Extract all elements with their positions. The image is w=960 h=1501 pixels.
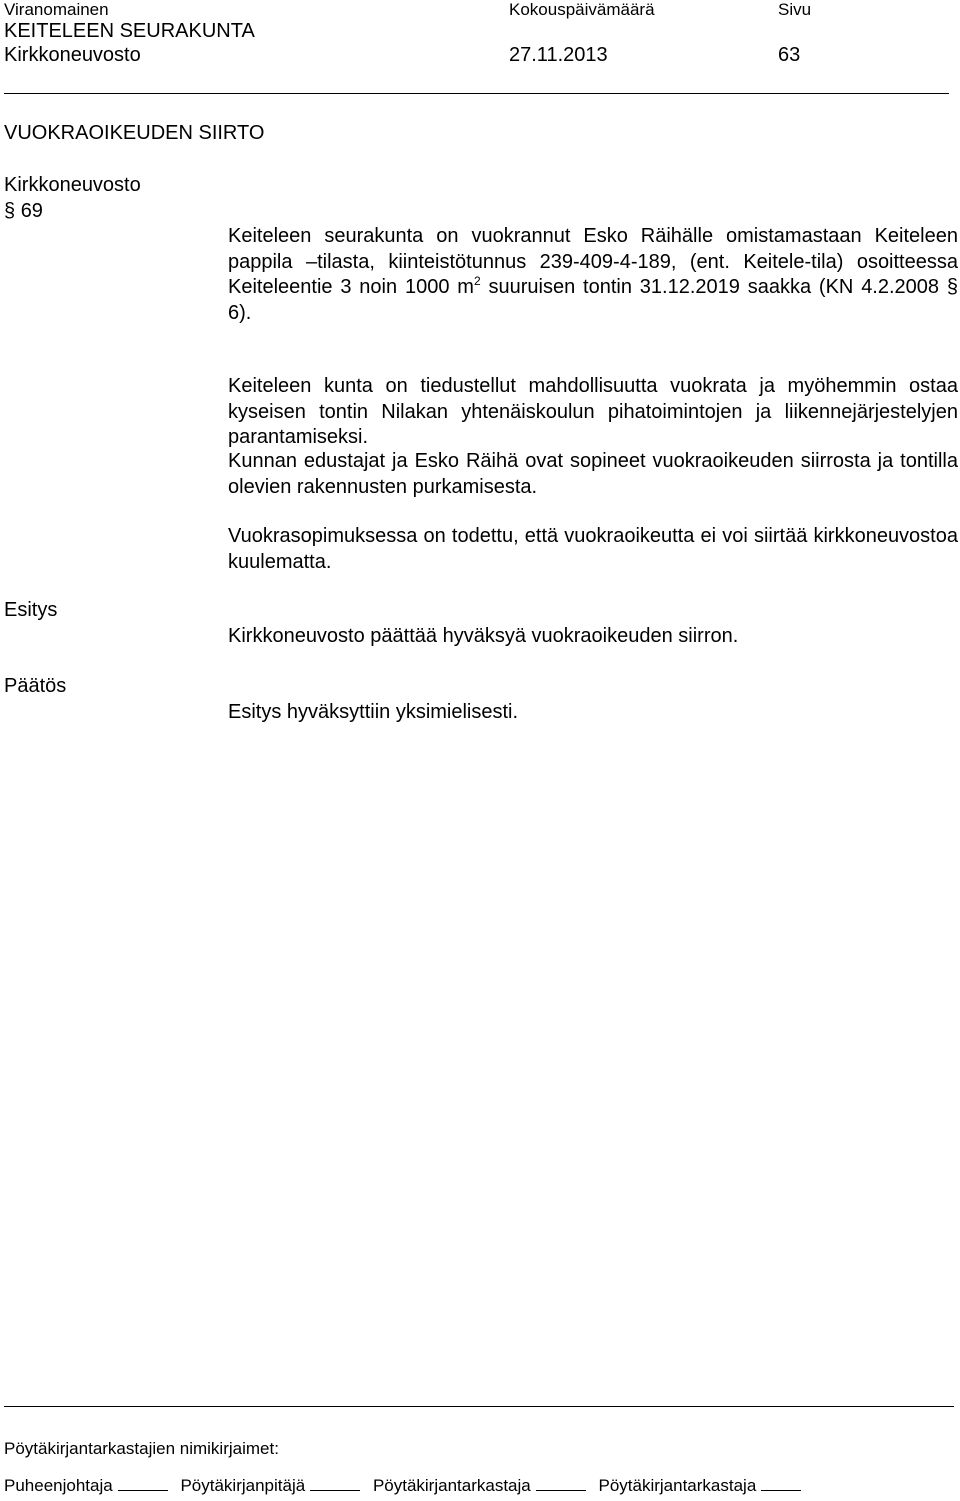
paragraph-lease <box>228 224 958 326</box>
header-date-label: Kokouspäivämäärä <box>509 0 655 19</box>
header-page-label: Sivu <box>778 0 812 19</box>
proposal-label: Esitys <box>4 599 58 621</box>
header-meeting-date: 27.11.2013 <box>509 44 608 66</box>
signature-line <box>310 1476 360 1491</box>
signature-examiner-2 <box>598 1476 801 1496</box>
proposal-text: Kirkkoneuvosto päättää hyväksyä vuokraoikeuden siirron. <box>228 625 739 647</box>
signature-line <box>536 1476 586 1491</box>
document-title: VUOKRAOIKEUDEN SIIRTO <box>4 122 265 144</box>
section-number: 69 <box>20 200 43 222</box>
header-divider <box>4 93 949 94</box>
paragraph-agreement: Kunnan edustajat ja Esko Räihä ovat sopineet vuokraoikeuden siirrosta ja tontilla olevien rakennusten purkamisesta. <box>228 450 958 498</box>
signature-row <box>4 1476 809 1496</box>
signature-examiner-1 <box>373 1476 586 1496</box>
signature-secretary <box>180 1476 360 1496</box>
signature-label: Pöytäkirjantarkastaja <box>372 1476 531 1495</box>
signature-label: Pöytäkirjanpitäjä <box>180 1476 306 1495</box>
paragraph-lease-text-1: Keiteleen seurakunta on vuokrannut Esko Räihälle omistamastaan Keiteleen pappila –tilasta, kiinteistötunnus 239-409-4-189, (ent. Keitele-tila) osoitteessa Keiteleentie 3 noin 1000 m <box>228 225 958 299</box>
header-page-number: 63 <box>778 44 801 66</box>
paragraph-lease-text-2: suuruisen tontin 31.12.2019 saakka (KN 4.2.2008 § 6). <box>228 276 958 324</box>
section-mark: § <box>4 200 16 222</box>
signature-line <box>118 1476 168 1491</box>
header-authority-label: Viranomainen <box>4 0 109 19</box>
signature-line <box>761 1476 801 1491</box>
signature-label: Pöytäkirjantarkastaja <box>598 1476 757 1495</box>
section-reference <box>4 200 43 223</box>
decision-text: Esitys hyväksyttiin yksimielisesti. <box>228 701 519 723</box>
decision-label: Päätös <box>4 675 67 697</box>
header-organization: KEITELEEN SEURAKUNTA <box>4 20 255 42</box>
footer-divider <box>4 1406 954 1407</box>
footer-initials-label: Pöytäkirjantarkastajien nimikirjaimet: <box>4 1439 279 1458</box>
paragraph-municipality-inquiry: Keiteleen kunta on tiedustellut mahdollisuutta vuokrata ja myöhemmin ostaa kyseisen tontin Nilakan yhtenäiskoulun pihatoimintojen ja liikennejärjestelyjen parantamiseksi. <box>228 375 958 449</box>
paragraph-lease-terms: Vuokrasopimuksessa on todettu, että vuokraoikeutta ei voi siirtää kirkkoneuvostoa kuulematta. <box>228 525 958 573</box>
header-authority: Kirkkoneuvosto <box>4 44 141 66</box>
section-body-label: Kirkkoneuvosto <box>4 174 141 196</box>
signature-chairperson <box>4 1476 168 1496</box>
signature-label: Puheenjohtaja <box>4 1476 113 1495</box>
square-meter-superscript: 2 <box>473 274 481 289</box>
